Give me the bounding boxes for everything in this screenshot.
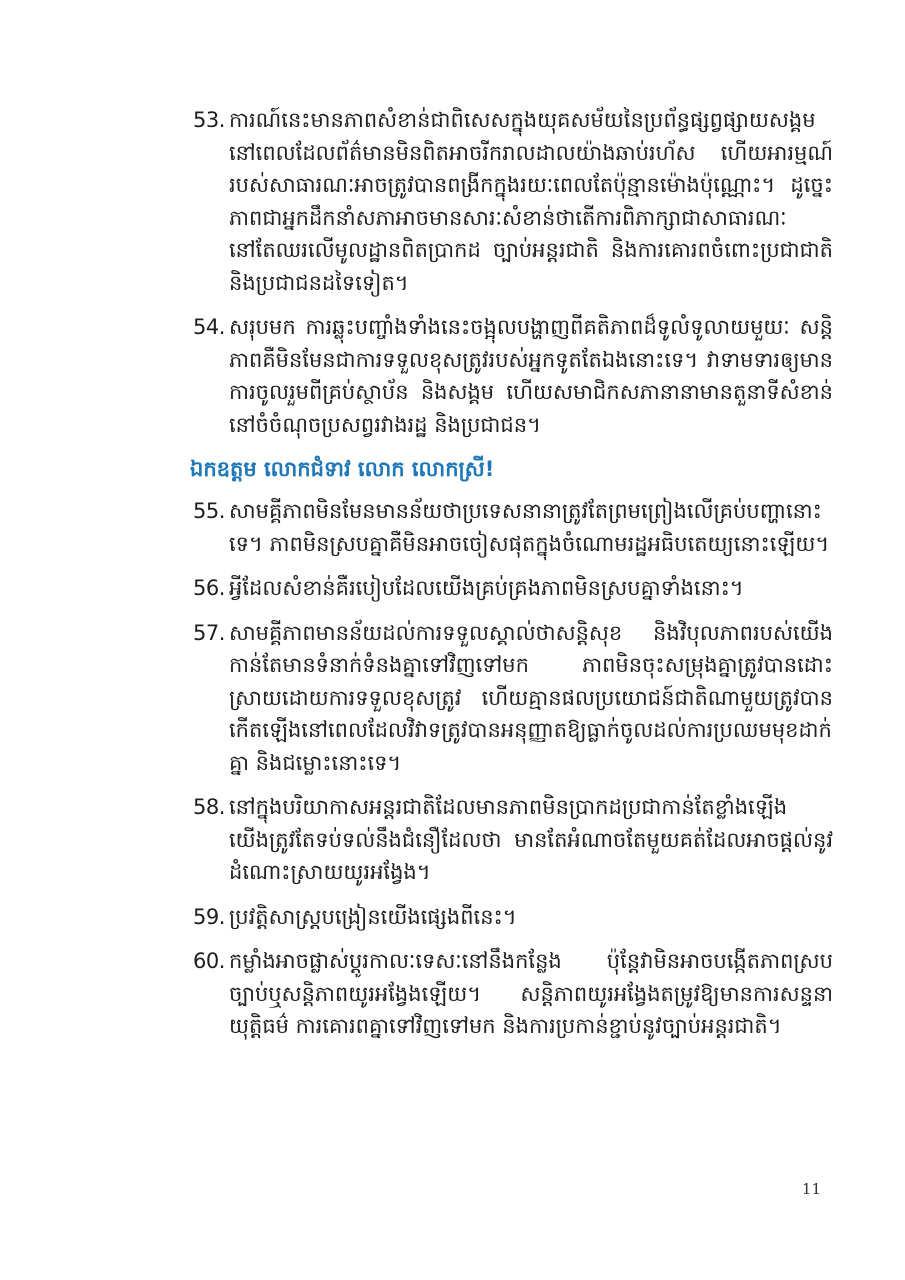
paragraph-text: អ្វីដែលសំខាន់គឺរបៀបដែលយើងគ្រប់គ្រងភាពមិនស្របគ្នាទាំងនោះ។ bbox=[229, 576, 744, 600]
section-heading: ឯកឧត្តម លោកជំទាវ លោក លោកស្រី! bbox=[190, 457, 495, 481]
paragraph-53 bbox=[193, 104, 833, 299]
paragraph-57 bbox=[193, 617, 833, 780]
paragraph-text: សរុបមក ការឆ្លុះបញ្ចាំងទាំងនេះចង្អុលបង្ហាញពីគតិភាពដ៏ទូលំទូលាយមួយៈ សន្តិភាពគឺមិនមែនជាការទទួលខុសត្រូវរបស់អ្នកទូតតែឯងនោះទេ។ វាទាមទារឲ្យមានការចូលរួមពីគ្រប់ស្ថាប័ន និងសង្គម ហើយសមាជិកសភានានាមានតួនាទីសំខាន់នៅចំចំណុចប្រសព្វរវាងរដ្ឋ និងប្រជាជន។ bbox=[229, 315, 833, 437]
paragraph-58 bbox=[193, 791, 833, 889]
paragraph-number: 55. bbox=[193, 499, 225, 523]
paragraph-number: 57. bbox=[193, 620, 225, 645]
paragraph-text: ប្រវត្តិសាស្ត្របង្រៀនយើងផ្សេងពីនេះ។ bbox=[229, 904, 517, 929]
paragraph-number: 53. bbox=[193, 108, 225, 132]
paragraph-text: នៅក្នុងបរិយាកាសអន្តរជាតិដែលមានភាពមិនប្រាកដប្រជាកាន់តែខ្លាំងឡើង យើងត្រូវតែទប់ទល់នឹងជំនឿដែលថា មានតែអំណាចតែមួយគត់ដែលអាចផ្តល់នូវដំណោះស្រាយយូរអង្វែង។ bbox=[229, 795, 833, 884]
paragraph-59 bbox=[193, 901, 833, 934]
paragraph-number: 56. bbox=[193, 576, 225, 600]
page-number: 11 bbox=[801, 1180, 821, 1198]
paragraph-56 bbox=[193, 572, 833, 605]
paragraph-text: កម្លាំងអាចផ្លាស់ប្តូរកាលៈទេសៈនៅនឹងកន្លែង ប៉ុន្តែវាមិនអាចបង្កើតភាពស្របច្បាប់ឬសន្តិភាពយូរអង្វែងឡើយ។ សន្តិភាពយូរអង្វែងតម្រូវឱ្យមានការសន្ទនា យុត្តិធម៌ ការគោរពគ្នាទៅវិញទៅមក និងការប្រកាន់ខ្ជាប់នូវច្បាប់អន្តរជាតិ។ bbox=[229, 949, 833, 1038]
paragraph-number: 58. bbox=[193, 795, 225, 819]
paragraph-number: 59. bbox=[193, 904, 225, 929]
paragraph-text: ការណ៍នេះមានភាពសំខាន់ជាពិសេសក្នុងយុគសម័យនៃប្រព័ន្ធផ្សព្វផ្សាយសង្គម នៅពេលដែលព័ត៌មានមិនពិតអាចរីករាលដាលយ៉ាងឆាប់រហ័ស ហើយអារម្មណ៍របស់សាធារណៈអាចត្រូវបានពង្រីកក្នុងរយៈពេលតែប៉ុន្មានម៉ោងប៉ុណ្ណោះ។ ដូច្នេះភាពជាអ្នកដឹកនាំសភាអាចមានសារៈសំខាន់ថាតើការពិភាក្សាជាសាធារណៈនៅតែឈរលើមូលដ្ឋានពិតប្រាកដ ច្បាប់អន្តរជាតិ និងការគោរពចំពោះប្រជាជាតិ និងប្រជាជនដទៃទៀត។ bbox=[229, 108, 833, 295]
paragraph-number: 54. bbox=[193, 315, 225, 339]
page-content bbox=[190, 104, 833, 1055]
paragraph-54 bbox=[193, 311, 833, 441]
paragraph-55 bbox=[193, 495, 833, 560]
paragraph-number: 60. bbox=[193, 949, 225, 973]
paragraph-60 bbox=[193, 945, 833, 1043]
paragraph-text: សាមគ្គីភាពមិនមែនមានន័យថាប្រទេសនានាត្រូវតែព្រមព្រៀងលើគ្រប់បញ្ហានោះទេ។ ភាពមិនស្របគ្នាគឺមិនអាចចៀសផុតក្នុងចំណោមរដ្ឋអធិបតេយ្យនោះឡើយ។ bbox=[229, 499, 830, 556]
paragraph-text: សាមគ្គីភាពមានន័យដល់ការទទួលស្គាល់ថាសន្តិសុខ និងវិបុលភាពរបស់យើងកាន់តែមានទំនាក់ទំនងគ្នាទៅវិញទៅមក ភាពមិនចុះសម្រុងគ្នាត្រូវបានដោះស្រាយដោយការទទួលខុសត្រូវ ហើយគ្មានផលប្រយោជន៍ជាតិណាមួយត្រូវបានកើតឡើងនៅពេលដែលវិវាទត្រូវបានអនុញ្ញាតឱ្យធ្លាក់ចូលដល់ការប្រឈមមុខដាក់គ្នា និងជម្លោះនោះទេ។ bbox=[229, 620, 833, 775]
